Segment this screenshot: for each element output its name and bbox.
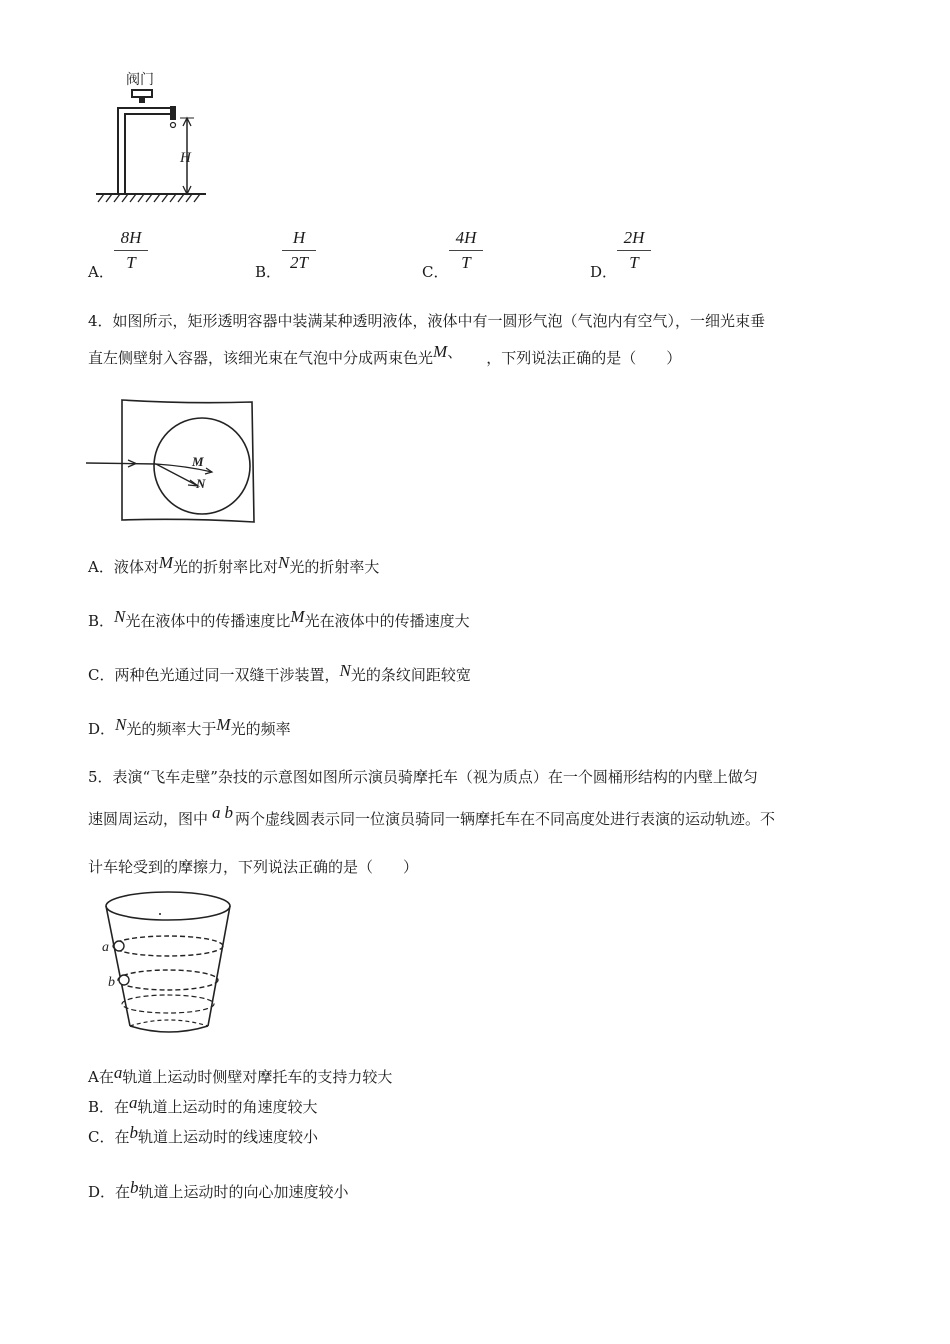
stem-text: 直左侧壁射入容器，该细光束在气泡中分成两束色光 — [88, 349, 434, 367]
stem-text: 速圆周运动，图中 — [88, 810, 209, 828]
q3-option-a-label: A． — [88, 263, 114, 281]
math-var: M — [216, 715, 231, 734]
q4-stem-line-1: 4．如图所示，矩形透明容器中装满某种透明液体，液体中有一圆形气泡（气泡内有空气），一细光束垂 — [88, 312, 766, 330]
height-label: H — [180, 150, 191, 166]
option-text: 轨道上运动时侧壁对摩托车的支持力较大 — [122, 1068, 393, 1086]
q4-option-c — [88, 661, 471, 685]
math-var: a — [113, 1063, 123, 1082]
fraction-numerator: H — [292, 228, 306, 247]
option-text: 光在液体中的传播速度比 — [125, 612, 291, 630]
fraction-numerator: 8H — [120, 228, 142, 247]
option-text: 光的频率 — [230, 720, 291, 738]
fraction-denominator: T — [629, 253, 639, 272]
fraction-denominator: T — [126, 253, 136, 272]
stem-text: 两个虚线圆表示同一位演员骑同一辆摩托车在不同高度处进行表演的运动轨迹。不 — [235, 810, 776, 828]
q3-option-a-fraction — [114, 228, 148, 273]
option-text: 轨道上运动时的线速度较小 — [137, 1128, 318, 1146]
option-text: 光的折射率大 — [289, 558, 380, 576]
math-var: N — [115, 715, 127, 734]
option-text: B． — [88, 612, 115, 630]
q3-option-b-label: B． — [255, 263, 282, 281]
math-var: a — [129, 1093, 138, 1112]
fraction-numerator: 4H — [455, 228, 477, 247]
q4-option-a — [88, 553, 380, 577]
math-var: M — [158, 553, 174, 572]
option-text: 轨道上运动时的角速度较大 — [137, 1098, 318, 1116]
option-text: B．在 — [88, 1098, 130, 1116]
q4-stem-line-2 — [88, 342, 682, 368]
option-text: C．两种色光通过同一双缝干涉装置， — [88, 666, 340, 684]
q5-stem-line-3: 计车轮受到的摩擦力，下列说法正确的是（ ） — [88, 858, 419, 876]
option-text: 光在液体中的传播速度大 — [304, 612, 470, 630]
option-text: D．在 — [88, 1183, 131, 1201]
option-text: 光的条纹间距较宽 — [350, 666, 471, 684]
fraction-numerator: 2H — [623, 228, 645, 247]
fraction-denominator: T — [461, 253, 471, 272]
q3-option-d-label: D． — [590, 263, 618, 281]
q5-option-c — [88, 1123, 318, 1147]
q5-option-a — [88, 1063, 393, 1087]
math-var: a — [212, 803, 221, 822]
q3-option-d-fraction — [617, 228, 651, 273]
q3-option-b-fraction — [282, 228, 316, 273]
ray-label-n: N — [196, 476, 206, 491]
math-var: b — [130, 1178, 139, 1197]
option-text: D． — [88, 720, 116, 738]
q5-option-b — [88, 1093, 318, 1117]
math-var: N — [114, 607, 126, 626]
q3-option-c-fraction — [449, 228, 483, 273]
option-text: 光的折射率比对 — [173, 558, 279, 576]
stem-separator: 、 — [447, 343, 463, 361]
math-var: b — [224, 803, 234, 822]
q5-option-d — [88, 1178, 349, 1202]
q4-option-d — [88, 715, 291, 739]
track-label-b: b — [108, 975, 115, 990]
option-text: 轨道上运动时的向心加速度较小 — [138, 1183, 349, 1201]
option-text: 光的频率大于 — [126, 720, 217, 738]
option-text: C．在 — [88, 1128, 130, 1146]
valve-label: 阀门 — [126, 73, 154, 88]
q5-stem-line-1: 5．表演“飞车走壁”杂技的示意图如图所示演员骑摩托车（视为质点）在一个圆桶形结构的内壁上做匀 — [88, 768, 758, 786]
math-var: N — [278, 553, 290, 572]
math-var: M — [290, 607, 305, 626]
math-var: N — [339, 661, 351, 680]
track-label-a: a — [102, 940, 109, 955]
ray-label-m: M — [192, 454, 204, 469]
stem-text: ，下列说法正确的是（ ） — [486, 349, 682, 367]
q3-option-c-label: C． — [422, 263, 449, 281]
cylinder-figure — [100, 888, 240, 1036]
q4-option-b — [88, 607, 470, 631]
bubble-figure — [86, 396, 258, 524]
fraction-denominator: 2T — [290, 253, 308, 272]
valve-figure — [88, 68, 218, 216]
math-var: b — [129, 1123, 138, 1142]
q5-stem-line-2 — [88, 803, 776, 829]
option-text: A．液体对 — [88, 558, 159, 576]
option-text: A在 — [88, 1068, 114, 1086]
math-var: M — [433, 342, 448, 361]
